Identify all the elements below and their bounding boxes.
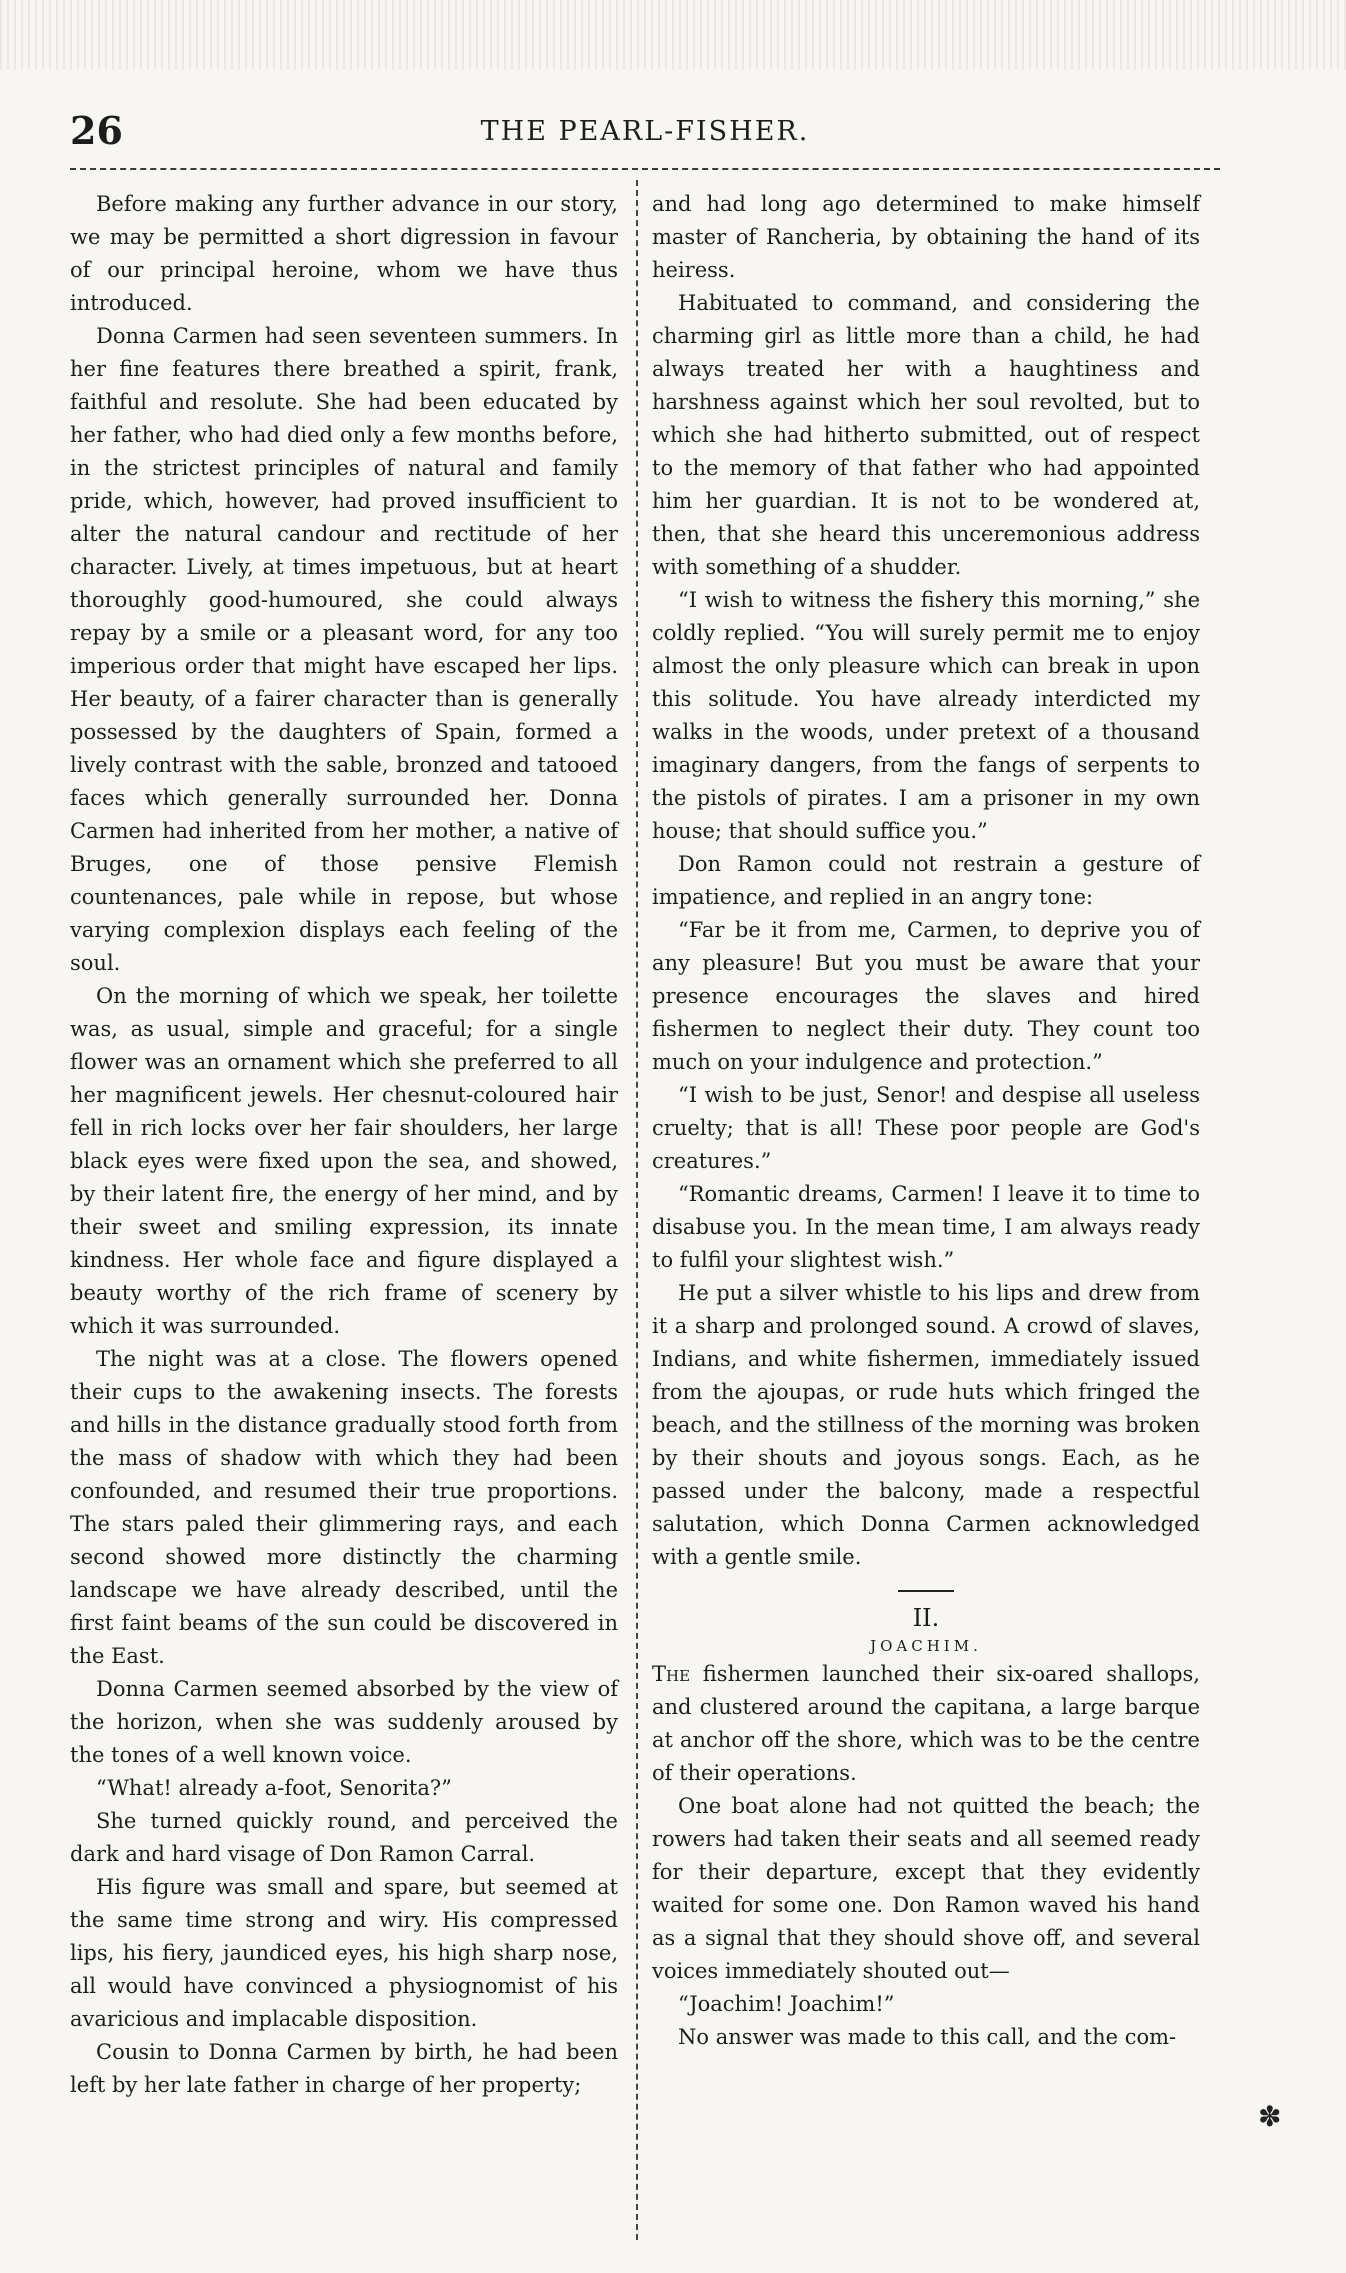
paragraph: His figure was small and spare, but seemed at the same time strong and wiry. His compressed lips, his fiery, jaundiced eyes, his high sharp nose, all would have convinced a physiognomist of his avaricious and implacable disposition. [70, 1875, 618, 2031]
running-head [70, 108, 1220, 158]
column-divider [636, 180, 638, 2240]
page-number: 26 [70, 108, 123, 153]
paragraph-lead: The [652, 1662, 691, 1686]
left-column [70, 188, 618, 2102]
page-title: THE PEARL-FISHER. [480, 116, 810, 147]
paragraph: Before making any further advance in our story, we may be permitted a short digression in favour of our principal heroine, whom we have thus introduced. [70, 192, 618, 315]
paragraph: “I wish to witness the fishery this morning,” she coldly replied. “You will surely permit me to enjoy almost the only pleasure which can break in upon this solitude. You have already interdicted my walks in the woods, under pretext of a thousand imaginary dangers, from the fangs of serpents to the pistols of pirates. I am a prisoner in my own house; that should suffice you.” [652, 588, 1200, 843]
paragraph: On the morning of which we speak, her toilette was, as usual, simple and graceful; for a single flower was an ornament which she preferred to all her magnificent jewels. Her chesnut-coloured hair fell in rich locks over her fair shoulders, her large black eyes were fixed upon the sea, and showed, by their latent fire, the energy of her mind, and by their sweet and smiling expression, its innate kindness. Her whole face and figure displayed a beauty worthy of the rich frame of scenery by which it was surrounded. [70, 984, 618, 1338]
paragraph: “What! already a-foot, Senorita?” [96, 1776, 452, 1800]
paragraph: She turned quickly round, and perceived the dark and hard visage of Don Ramon Carral. [70, 1809, 618, 1866]
paper-grain [0, 0, 1346, 70]
paragraph: One boat alone had not quitted the beach; the rowers had taken their seats and all seemed ready for their departure, except that they evidently waited for some one. Don Ramon waved his hand as a signal that they should shove off, and several voices immediately shouted out— [652, 1794, 1200, 1983]
paragraph [652, 1658, 1200, 1790]
paragraph: and had long ago determined to make himself master of Rancheria, by obtaining the hand of its heiress. [652, 192, 1200, 282]
paragraph: “Joachim! Joachim!” [678, 1992, 895, 2016]
section-rule [898, 1590, 954, 1592]
paragraph: Don Ramon could not restrain a gesture of impatience, and replied in an angry tone: [652, 852, 1200, 909]
paragraph: Donna Carmen seemed absorbed by the view of the horizon, when she was suddenly aroused by the tones of a well known voice. [70, 1677, 618, 1767]
right-column [652, 188, 1200, 2054]
paragraph: “Far be it from me, Carmen, to deprive you of any pleasure! But you must be aware that your presence encourages the slaves and hired fishermen to neglect their duty. They count too much on your indulgence and protection.” [652, 918, 1200, 1074]
paragraph: “Romantic dreams, Carmen! I leave it to time to disabuse you. In the mean time, I am always ready to fulfil your slightest wish.” [652, 1182, 1200, 1272]
section-title: JOACHIM. [870, 1637, 982, 1655]
header-rule [70, 168, 1220, 170]
paragraph: No answer was made to this call, and the com- [678, 2025, 1177, 2049]
paragraph: Habituated to command, and considering the charming girl as little more than a child, he had always treated her with a haughtiness and harshness against which her soul revolted, but to which she had hitherto submitted, out of respect to the memory of that father who had appointed him her guardian. It is not to be wondered at, then, that she heard this unceremonious address with something of a shudder. [652, 291, 1200, 579]
paragraph: Donna Carmen had seen seventeen summers. In her fine features there breathed a spirit, frank, faithful and resolute. She had been educated by her father, who had died only a few months before, in the strictest principles of natural and family pride, which, however, had proved insufficient to alter the natural candour and rectitude of her character. Lively, at times impetuous, but at heart thoroughly good-humoured, she could always repay by a smile or a pleasant word, for any too imperious order that might have escaped her lips. Her beauty, of a fairer character than is generally possessed by the daughters of Spain, formed a lively contrast with the sable, bronzed and tatooed faces which generally surrounded her. Donna Carmen had inherited from her mother, a native of Bruges, one of those pensive Flemish countenances, pale while in repose, but whose varying complexion displays each feeling of the soul. [70, 324, 618, 975]
paragraph: He put a silver whistle to his lips and drew from it a sharp and prolonged sound. A crowd of slaves, Indians, and white fishermen, immediately issued from the ajoupas, or rude huts which fringed the beach, and the stillness of the morning was broken by their shouts and joyous songs. Each, as he passed under the balcony, made a respectful salutation, which Donna Carmen acknowledged with a gentle smile. [652, 1281, 1200, 1569]
paragraph: “I wish to be just, Senor! and despise all useless cruelty; that is all! These poor people are God's creatures.” [652, 1083, 1200, 1173]
ink-blot-icon: ✽ [1258, 2100, 1282, 2133]
paragraph: Cousin to Donna Carmen by birth, he had been left by her late father in charge of her property; [70, 2040, 618, 2097]
paragraph: The night was at a close. The flowers opened their cups to the awakening insects. The forests and hills in the distance gradually stood forth from the mass of shadow with which they had been confounded, and resumed their true proportions. The stars paled their glimmering rays, and each second showed more distinctly the charming landscape we have already described, until the first faint beams of the sun could be discovered in the East. [70, 1347, 618, 1668]
paragraph-text: fishermen launched their six-oared shallops, and clustered around the capitana, a large barque at anchor off the shore, which was to be the centre of their operations. [652, 1662, 1200, 1785]
section-numeral: II. [912, 1604, 940, 1632]
